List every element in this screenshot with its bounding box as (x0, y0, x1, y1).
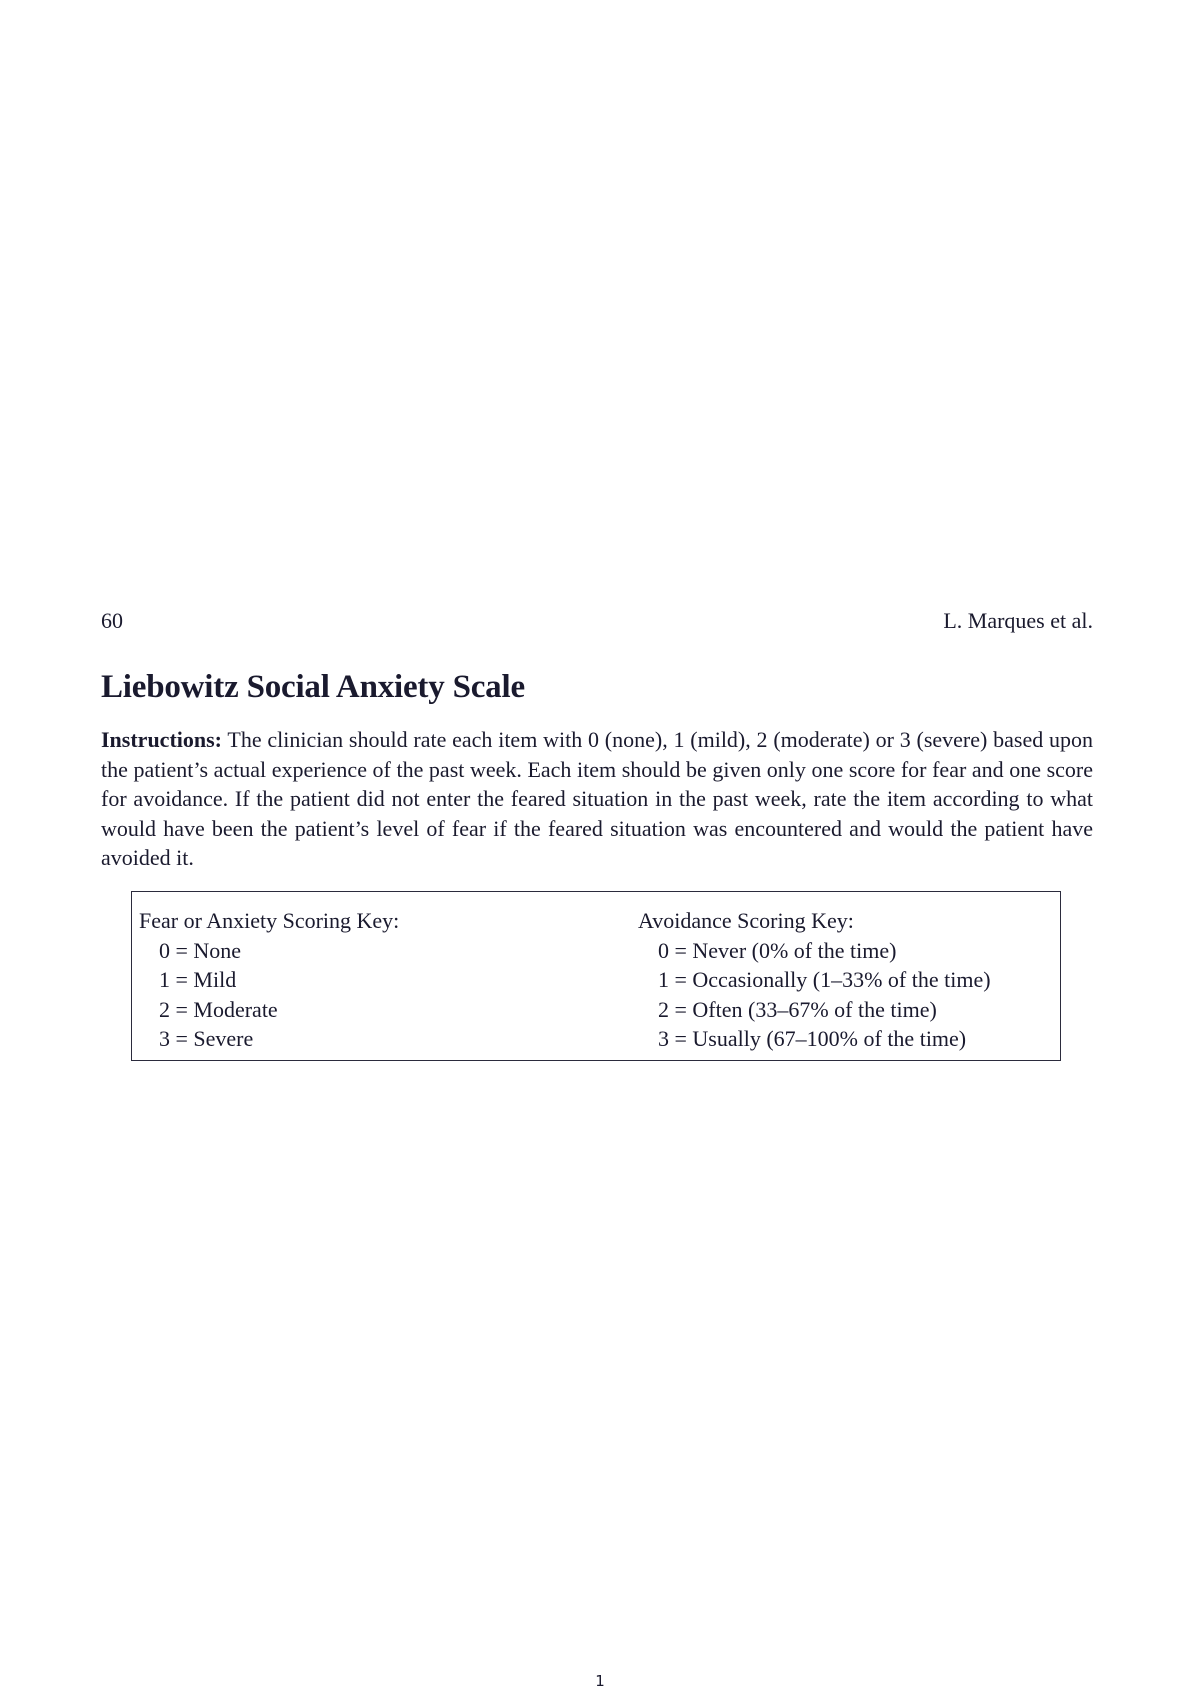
footer-page-number: 1 (595, 1672, 605, 1690)
scoring-key-box (131, 891, 1061, 1061)
avoidance-key-heading: Avoidance Scoring Key: (638, 908, 854, 933)
running-author: L. Marques et al. (943, 608, 1093, 633)
fear-scoring-key (139, 906, 399, 1054)
fear-key-item: 1 = Mild (159, 967, 237, 992)
avoidance-key-item: 0 = Never (0% of the time) (658, 937, 897, 963)
instructions-lead: Instructions: (101, 727, 223, 752)
avoidance-key-item: 2 = Often (33–67% of the time) (658, 996, 937, 1022)
instructions-paragraph (101, 725, 1093, 873)
running-head (101, 608, 1093, 642)
avoidance-key-list (638, 936, 991, 1054)
document-title: Liebowitz Social Anxiety Scale (101, 669, 525, 705)
fear-key-item: 0 = None (159, 937, 242, 963)
fear-key-heading: Fear or Anxiety Scoring Key: (139, 908, 400, 933)
instructions-body: The clinician should rate each item with 0 (none), 1 (mild), 2 (moderate) or 3 (severe) based upon the patient’s actual experience of the past week. Each item should be given only one score for fear and one score for avoidance. If the patient did not enter the feared situation in the past week, rate the item according to what would have been the patient’s level of fear if the feared situation was encountered and would the patient have avoided it. (101, 727, 1093, 870)
fear-key-item: 3 = Severe (159, 1026, 254, 1051)
page-number: 60 (101, 608, 123, 633)
fear-key-item: 2 = Moderate (159, 996, 278, 1022)
fear-key-list (139, 936, 399, 1054)
avoidance-key-item: 3 = Usually (67–100% of the time) (658, 1026, 967, 1051)
avoidance-key-item: 1 = Occasionally (1–33% of the time) (658, 967, 991, 992)
avoidance-scoring-key (638, 906, 991, 1054)
